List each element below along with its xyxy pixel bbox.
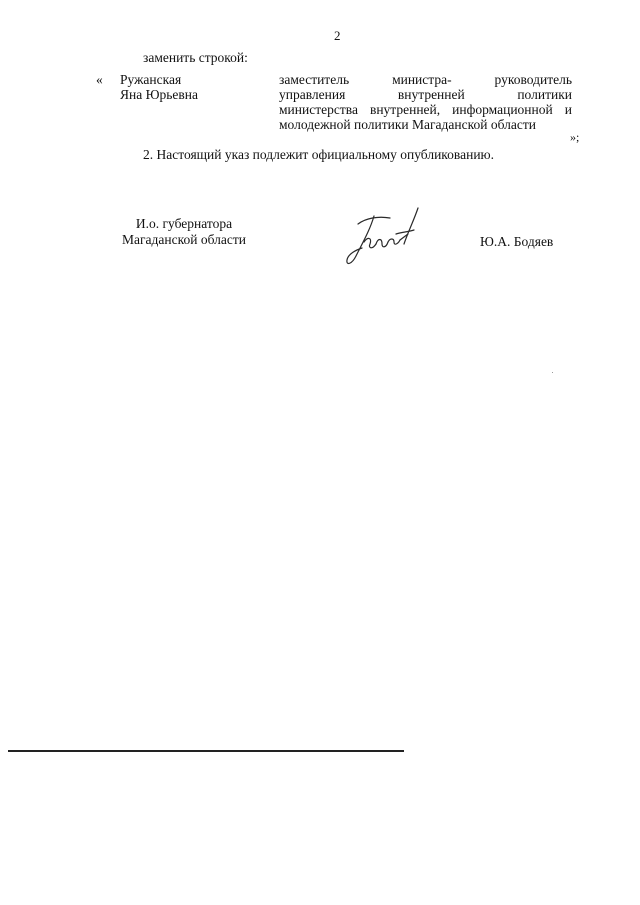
item-2-text: 2. Настоящий указ подлежит официальному опубликованию. — [143, 147, 495, 162]
signatory-title-line-2: Магаданской области — [122, 232, 246, 247]
signatory-title-line-1: И.о. губернатора — [135, 216, 233, 231]
person-name-block — [120, 72, 198, 102]
signatory-name: Ю.А. Бодяев — [480, 234, 554, 249]
person-surname: Ружанская — [120, 72, 182, 87]
scan-speck — [552, 372, 553, 373]
person-given-names: Яна Юрьевна — [120, 87, 198, 102]
position-line-3: министерства внутренней, информационной и — [279, 102, 572, 117]
handwritten-signature — [338, 204, 430, 270]
intro-text: заменить строкой: — [143, 50, 248, 65]
position-line-4: молодежной политики Магаданской области — [279, 117, 536, 132]
signatory-title — [104, 216, 264, 248]
position-line-1: заместитель министра- руководитель — [279, 72, 572, 87]
bottom-rule — [8, 750, 404, 752]
position-description — [279, 72, 572, 132]
quote-close: »; — [570, 130, 580, 144]
position-line-2: управления внутренней политики — [279, 87, 572, 102]
page-number: 2 — [334, 28, 341, 43]
quote-open: « — [96, 72, 103, 87]
